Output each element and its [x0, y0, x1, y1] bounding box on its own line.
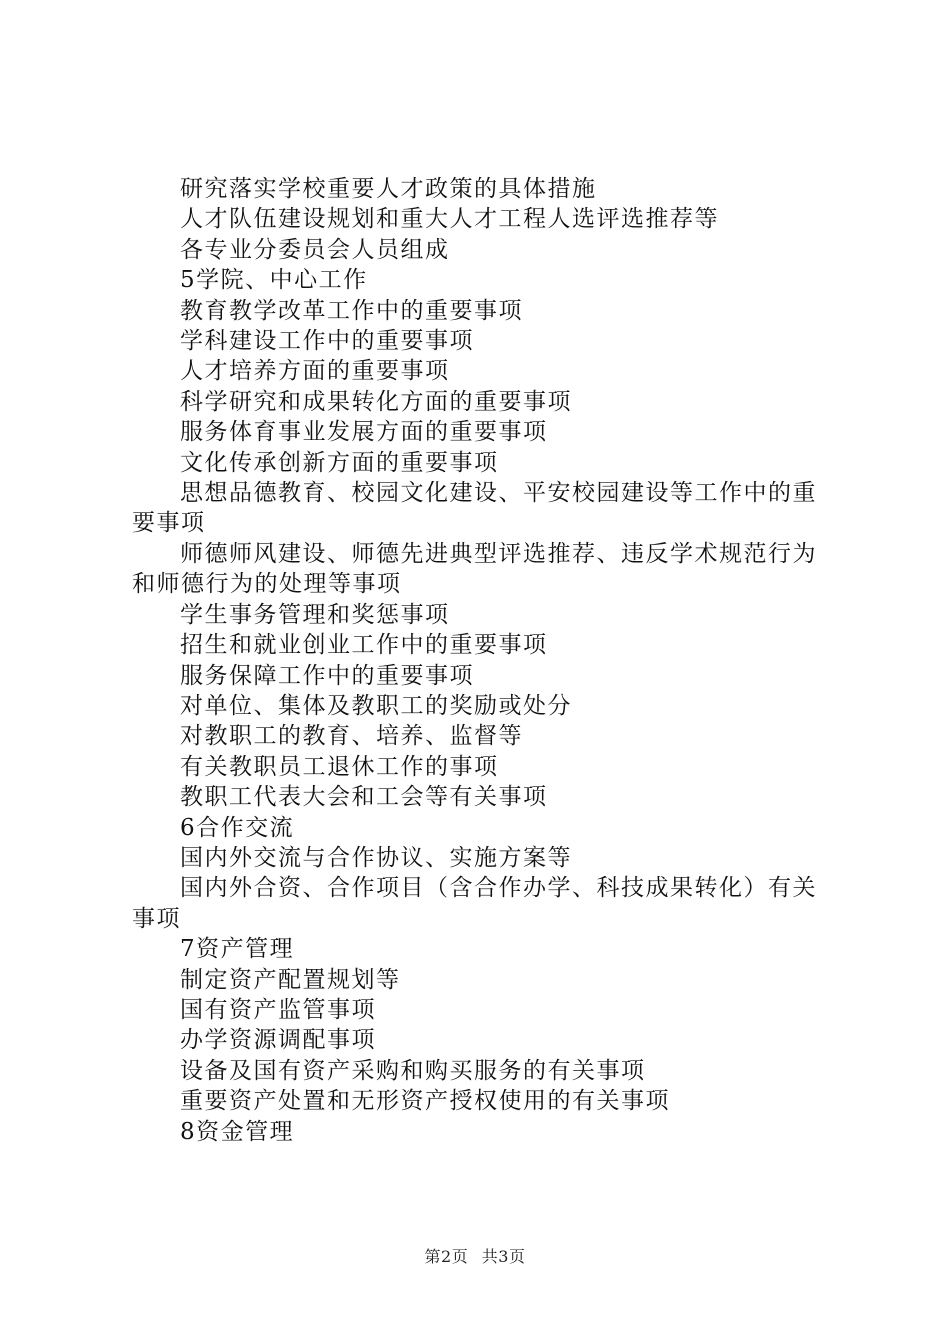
- paragraph: 服务体育事业发展方面的重要事项: [180, 419, 548, 446]
- paragraph: 有关教职员工退休工作的事项: [180, 753, 499, 780]
- section-heading: 7资产管理: [180, 936, 295, 963]
- document-body: [132, 174, 832, 1147]
- paragraph: 办学资源调配事项: [180, 1027, 376, 1054]
- paragraph: 设备及国有资产采购和购买服务的有关事项: [180, 1057, 646, 1084]
- paragraph: 文化传承创新方面的重要事项: [180, 449, 499, 476]
- section-heading: 5学院、中心工作: [180, 267, 368, 294]
- paragraph: 国有资产监管事项: [180, 996, 376, 1023]
- paragraph: 服务保障工作中的重要事项: [180, 662, 474, 689]
- paragraph: 制定资产配置规划等: [180, 966, 401, 993]
- paragraph: 国内外合资、合作项目（含合作办学、科技成果转化）有关事项: [132, 875, 817, 932]
- page-footer: [0, 1244, 950, 1267]
- paragraph: 各专业分委员会人员组成: [180, 236, 450, 263]
- paragraph: 人才培养方面的重要事项: [180, 358, 450, 385]
- paragraph: 研究落实学校重要人才政策的具体措施: [180, 176, 597, 202]
- paragraph: 国内外交流与合作协议、实施方案等: [180, 844, 572, 871]
- page-total: 共3页: [481, 1247, 526, 1266]
- paragraph: 师德师风建设、师德先进典型评选推荐、违反学术规范行为和师德行为的处理等事项: [132, 540, 817, 598]
- paragraph: 学生事务管理和奖惩事项: [180, 601, 450, 628]
- paragraph: 学科建设工作中的重要事项: [180, 328, 474, 355]
- paragraph: 教育教学改革工作中的重要事项: [180, 297, 523, 324]
- paragraph: 科学研究和成果转化方面的重要事项: [180, 388, 572, 415]
- paragraph: 思想品德教育、校园文化建设、平安校园建设等工作中的重要事项: [132, 480, 817, 537]
- paragraph: 人才队伍建设规划和重大人才工程人选评选推荐等: [180, 206, 719, 233]
- section-heading: 6合作交流: [180, 814, 295, 841]
- paragraph: 教职工代表大会和工会等有关事项: [180, 784, 548, 811]
- paragraph: 重要资产处置和无形资产授权使用的有关事项: [180, 1088, 670, 1115]
- paragraph: 招生和就业创业工作中的重要事项: [180, 632, 548, 659]
- page-number: 第2页: [424, 1247, 469, 1266]
- paragraph: 对教职工的教育、培养、监督等: [180, 723, 523, 750]
- paragraph: 对单位、集体及教职工的奖励或处分: [180, 692, 572, 719]
- section-heading: 8资金管理: [180, 1118, 295, 1145]
